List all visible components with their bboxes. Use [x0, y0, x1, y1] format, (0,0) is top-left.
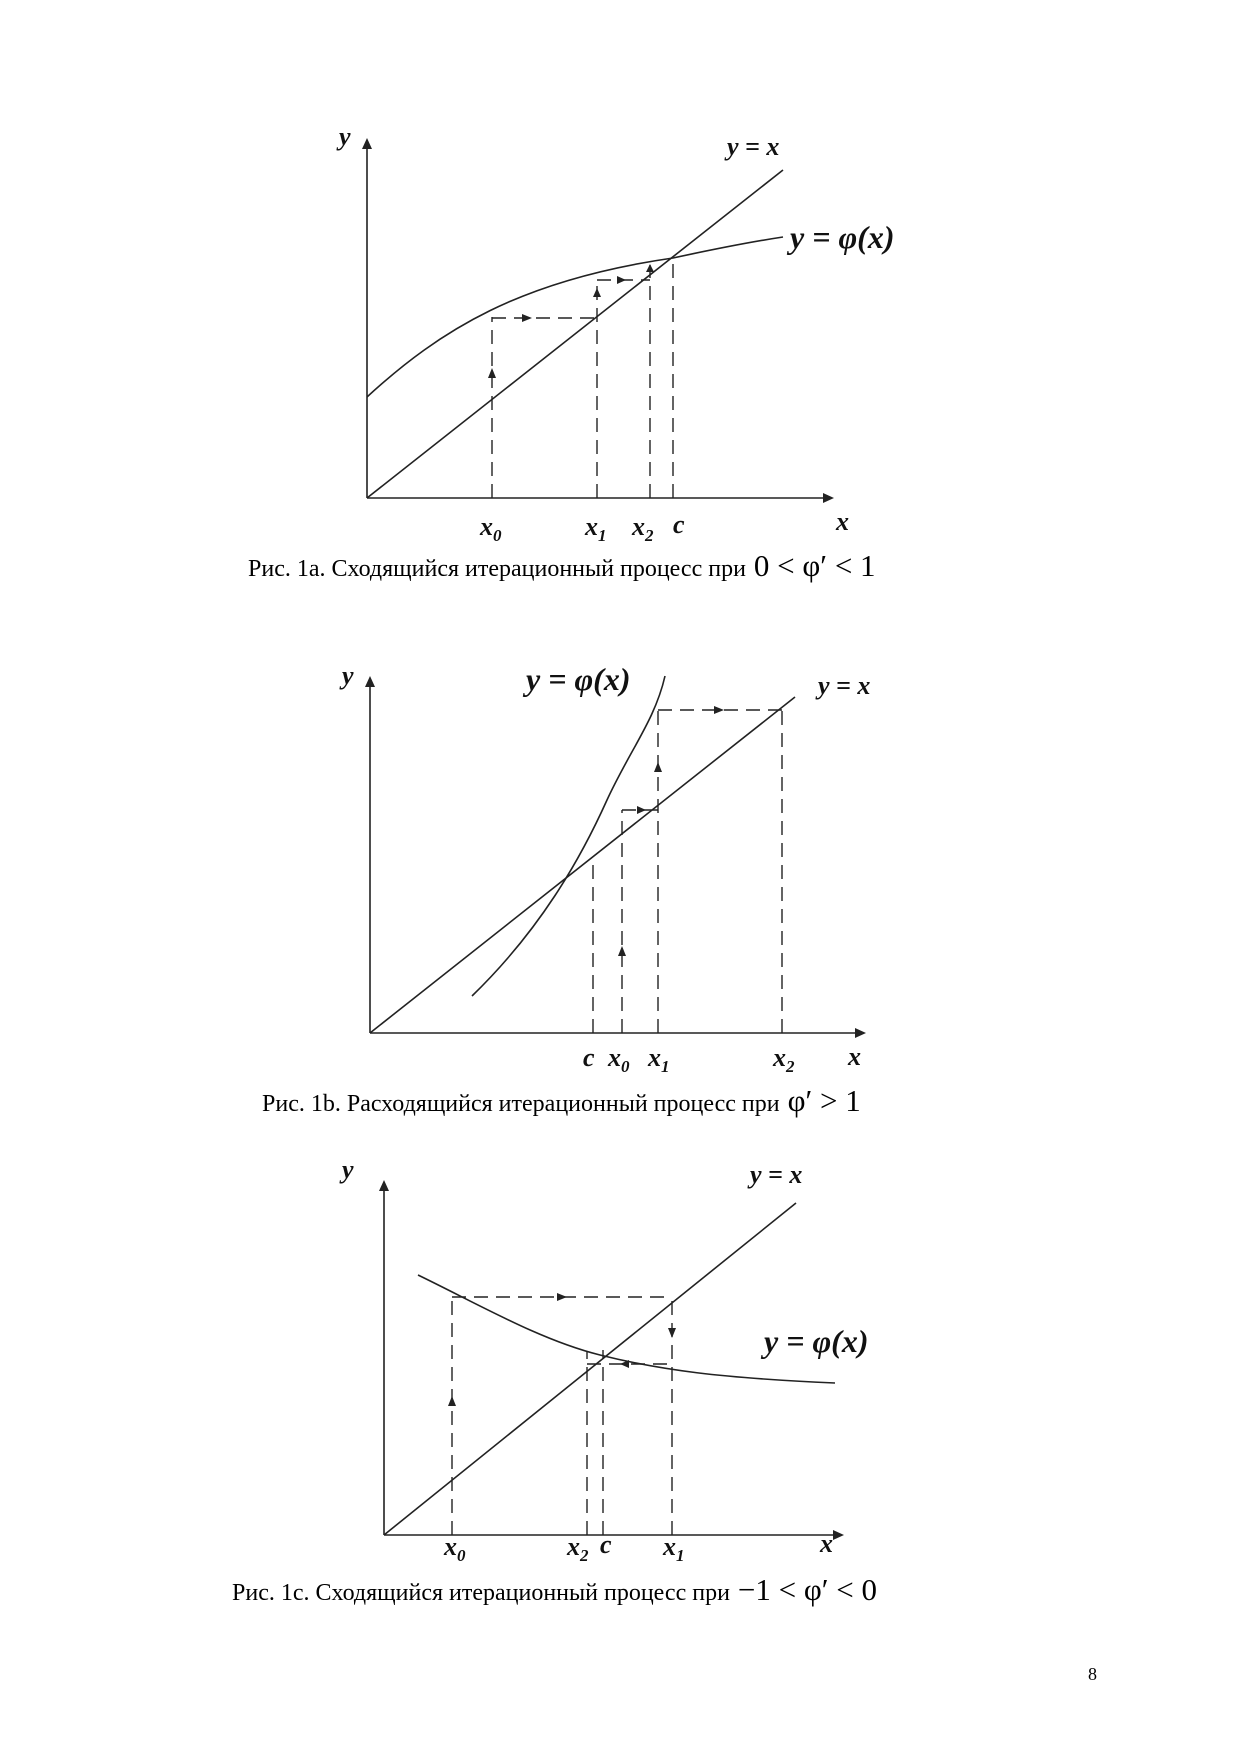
- tick-label-c: c: [600, 1530, 612, 1559]
- caption-text: Рис. 1b. Расходящийся итерационный процесс при: [262, 1091, 780, 1117]
- line-y-equals-x: [384, 1203, 796, 1535]
- y-axis-label: y: [339, 122, 351, 151]
- tick-label-x0: $x_0$: [444, 1532, 466, 1565]
- y-axis-arrow: [379, 1180, 389, 1191]
- caption-text: Рис. 1a. Сходящийся итерационный процесс при: [248, 556, 746, 582]
- caption-condition: −1 < φ′ < 0: [737, 1572, 878, 1607]
- arrow-up: [448, 1396, 456, 1406]
- tick-label-x1: $x_1$: [585, 512, 607, 545]
- y-axis-label: y: [342, 661, 354, 690]
- line-label: y = x: [727, 132, 780, 161]
- line-label: y = x: [750, 1160, 803, 1189]
- curve-label: y = φ(x): [526, 661, 631, 697]
- tick-label-x2: $x_2$: [773, 1043, 795, 1076]
- x-axis-label: x: [820, 1529, 833, 1558]
- figure-caption: [232, 1572, 877, 1608]
- y-axis-label: y: [342, 1155, 354, 1184]
- x-axis-arrow: [833, 1530, 844, 1540]
- x-axis-label: x: [848, 1042, 861, 1071]
- tick-label-x1: $x_1$: [663, 1532, 685, 1565]
- tick-label-x0: $x_0$: [480, 512, 502, 545]
- caption-condition: φ′ > 1: [787, 1083, 861, 1118]
- tick-label-x0: $x_0$: [608, 1043, 630, 1076]
- curve-label: y = φ(x): [790, 219, 895, 255]
- page-number: 8: [1088, 1664, 1097, 1684]
- x-axis-label: x: [836, 507, 849, 536]
- caption-text: Рис. 1c. Сходящийся итерационный процесс при: [232, 1580, 730, 1606]
- caption-condition: 0 < φ′ < 1: [753, 548, 876, 583]
- line-label: y = x: [818, 671, 871, 700]
- arrow-right: [557, 1293, 567, 1301]
- tick-label-x1: $x_1$: [648, 1043, 670, 1076]
- tick-label-c: c: [583, 1043, 595, 1072]
- tick-label-x2: $x_2$: [632, 512, 654, 545]
- arrow-down: [668, 1328, 676, 1338]
- tick-label-c: c: [673, 510, 685, 539]
- curve-label: y = φ(x): [764, 1323, 869, 1359]
- tick-label-x2: $x_2$: [567, 1532, 589, 1565]
